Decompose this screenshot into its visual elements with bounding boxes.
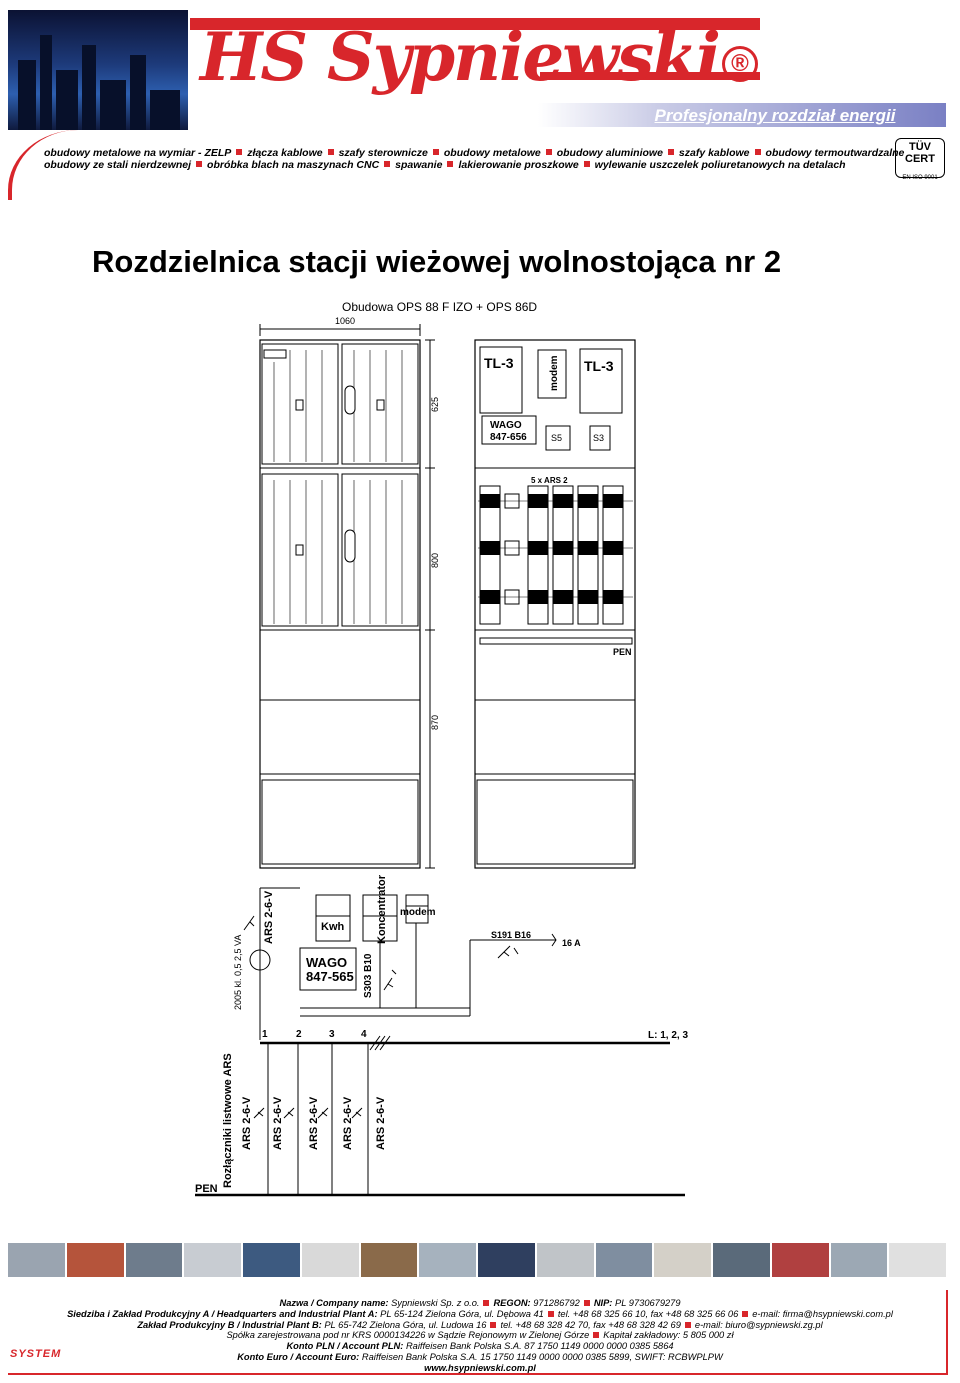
plant-a-phone: tel. +48 68 325 66 10, fax +48 68 325 66 06 bbox=[557, 1308, 739, 1319]
breaker-label: ARS 2-6-V bbox=[272, 1096, 284, 1150]
services-line-1 bbox=[44, 147, 904, 159]
breaker-label: ARS 2-6-V bbox=[241, 1096, 253, 1150]
ars-count: 5 x ARS 2 bbox=[531, 476, 568, 485]
krs-info: Spółka zarejestrowana pod nr KRS 0000134226 w Sądzie Rejonowym w Zielonej Górze bbox=[226, 1330, 590, 1341]
nip-value: PL 9730679279 bbox=[615, 1298, 681, 1308]
service-item: szafy sterownicze bbox=[338, 147, 428, 159]
wago-number: 847-656 bbox=[490, 432, 527, 443]
breaker-label: ARS 2-6-V bbox=[375, 1096, 387, 1150]
ct-label: 2005 kl. 0,5 2,5 VA bbox=[233, 934, 243, 1010]
product-photo bbox=[596, 1243, 653, 1277]
footer-red-line bbox=[8, 1373, 948, 1375]
product-photo bbox=[772, 1243, 829, 1277]
bus-number: 2 bbox=[296, 1029, 302, 1040]
bus-number: 4 bbox=[361, 1029, 367, 1040]
dim-height-800: 800 bbox=[430, 552, 440, 568]
bullet-square-icon bbox=[742, 1311, 748, 1317]
ars-meter-label: ARS 2-6-V bbox=[263, 890, 275, 944]
door-handle bbox=[345, 530, 355, 562]
capital-info: Kapitał zakładowy: 5 805 000 zł bbox=[603, 1330, 734, 1341]
enclosure-label: Obudowa OPS 88 F IZO + OPS 86D bbox=[342, 300, 538, 314]
bullet-square-icon bbox=[546, 149, 552, 155]
eur-account: Raiffeisen Bank Polska S.A. 15 1750 1149 0000 0000 0385 5899, SWIFT: RCBWPLPW bbox=[361, 1351, 723, 1362]
pln-account: Raiffeisen Bank Polska S.A. 87 1750 1149 0000 0000 0385 5864 bbox=[405, 1341, 674, 1352]
pen-label: PEN bbox=[613, 647, 632, 657]
system-logo: SYSTEM bbox=[10, 1348, 62, 1360]
group-label: Rozłączniki listwowe ARS bbox=[222, 1053, 234, 1188]
regon-value: 971286792 bbox=[533, 1298, 580, 1308]
s303-label: S303 B10 bbox=[363, 953, 374, 998]
product-photo bbox=[361, 1243, 418, 1277]
service-item: obudowy ze stali nierdzewnej bbox=[44, 159, 192, 171]
dim-width: 1060 bbox=[335, 316, 356, 326]
wago-label: WAGO bbox=[490, 420, 522, 431]
cabinet-right bbox=[475, 340, 635, 868]
ars-strips bbox=[478, 486, 633, 624]
service-item: lakierowanie proszkowe bbox=[458, 159, 579, 171]
footer-line-www bbox=[0, 1363, 960, 1374]
bus-number: 3 bbox=[329, 1029, 335, 1040]
koncentrator-label: Koncentrator bbox=[376, 874, 388, 944]
bullet-square-icon bbox=[584, 1300, 590, 1306]
product-photo bbox=[654, 1243, 711, 1277]
footer-contact bbox=[0, 1298, 960, 1374]
cabinet-left-outline bbox=[260, 340, 420, 868]
kwh-box bbox=[316, 895, 350, 941]
modem-label: modem bbox=[549, 355, 560, 391]
plant-b-email[interactable]: e-mail: biuro@sypniewski.zg.pl bbox=[694, 1319, 823, 1330]
pln-label: Konto PLN / Account PLN: bbox=[286, 1341, 404, 1352]
door-latch bbox=[296, 545, 303, 555]
plant-b-phone: tel. +48 68 328 42 70, fax +48 68 328 42 69 bbox=[500, 1319, 681, 1330]
plant-b-label: Zakład Produkcyjny B / Industrial Plant B: bbox=[137, 1319, 322, 1330]
pen-schematic-label: PEN bbox=[195, 1183, 218, 1195]
technical-drawing bbox=[0, 290, 960, 1220]
service-item: obudowy termoutwardzalne bbox=[765, 147, 905, 159]
bullet-square-icon bbox=[447, 161, 453, 167]
breaker-label: ARS 2-6-V bbox=[342, 1096, 354, 1150]
service-item: obudowy metalowe bbox=[443, 147, 541, 159]
eur-label: Konto Euro / Account Euro: bbox=[237, 1351, 360, 1362]
product-photo bbox=[126, 1243, 183, 1277]
service-item: obudowy metalowe na wymiar - ZELP bbox=[44, 147, 232, 159]
page-title: Rozdzielnica stacji wieżowej wolnostojąca nr 2 bbox=[92, 244, 782, 279]
dim-height-625: 625 bbox=[430, 396, 440, 412]
pen-bar bbox=[480, 638, 632, 644]
service-item: złącza kablowe bbox=[247, 147, 323, 159]
product-photo bbox=[889, 1243, 946, 1277]
product-photo bbox=[302, 1243, 359, 1277]
product-photo bbox=[8, 1243, 65, 1277]
wago-schematic-label: WAGO bbox=[306, 955, 348, 970]
nip-label: NIP: bbox=[593, 1298, 613, 1308]
bullet-square-icon bbox=[584, 161, 590, 167]
amp-label: 16 A bbox=[562, 938, 581, 948]
company-label: Nazwa / Company name: bbox=[279, 1298, 389, 1308]
switch-symbol bbox=[244, 916, 254, 930]
bullet-square-icon bbox=[548, 1311, 554, 1317]
door-latch bbox=[377, 400, 384, 410]
footer-line-krs bbox=[0, 1330, 960, 1341]
plant-a-label: Siedziba i Zakład Produkcyjny A / Headquarters and Industrial Plant A: bbox=[67, 1308, 378, 1319]
wiring-schematic bbox=[195, 874, 688, 1195]
product-photo bbox=[419, 1243, 476, 1277]
product-photo bbox=[537, 1243, 594, 1277]
plant-a-email[interactable]: e-mail: firma@hsypniewski.com.pl bbox=[752, 1308, 893, 1319]
header-city-photo bbox=[8, 10, 188, 130]
cabinet-left bbox=[260, 340, 420, 868]
label-plate bbox=[264, 350, 286, 358]
product-photo bbox=[713, 1243, 770, 1277]
service-item: szafy kablowe bbox=[678, 147, 750, 159]
plant-b-address: PL 65-742 Zielona Góra, ul. Ludowa 16 bbox=[324, 1319, 487, 1330]
plant-a-address: PL 65-124 Zielona Góra, ul. Dębowa 41 bbox=[380, 1308, 544, 1319]
bullet-square-icon bbox=[593, 1332, 599, 1338]
services-line-2 bbox=[44, 159, 846, 171]
service-item: obróbka blach na maszynach CNC bbox=[207, 159, 380, 171]
bullet-square-icon bbox=[483, 1300, 489, 1306]
service-item: wylewanie uszczelek poliuretanowych na detalach bbox=[594, 159, 846, 171]
breaker-label: ARS 2-6-V bbox=[308, 1096, 320, 1150]
regon-label: REGON: bbox=[493, 1298, 531, 1308]
s5-label: S5 bbox=[551, 433, 563, 443]
footer-line-plant-a bbox=[0, 1309, 960, 1320]
brand-logo: HS Sypniewski bbox=[200, 18, 719, 96]
footer-line-pln bbox=[0, 1341, 960, 1352]
footer-line-plant-b bbox=[0, 1320, 960, 1331]
phase-label: L: 1, 2, 3 bbox=[648, 1030, 689, 1041]
bullet-square-icon bbox=[196, 161, 202, 167]
product-photo bbox=[831, 1243, 888, 1277]
bullet-square-icon bbox=[328, 149, 334, 155]
bullet-square-icon bbox=[384, 161, 390, 167]
tagline: Profesjonalny rozdział energii bbox=[654, 106, 896, 125]
bullet-square-icon bbox=[433, 149, 439, 155]
bullet-square-icon bbox=[668, 149, 674, 155]
door-handle bbox=[345, 386, 355, 414]
modem-schematic-label: modem bbox=[400, 907, 436, 918]
footer-red-line-vertical bbox=[946, 1290, 948, 1374]
service-item: spawanie bbox=[395, 159, 443, 171]
bullet-square-icon bbox=[490, 1322, 496, 1328]
bullet-square-icon bbox=[755, 149, 761, 155]
kwh-label: Kwh bbox=[321, 921, 345, 933]
plinth-panel bbox=[262, 780, 418, 864]
website-link[interactable]: www.hsypniewski.com.pl bbox=[424, 1362, 536, 1373]
breaker-symbol bbox=[384, 970, 396, 990]
product-photo bbox=[184, 1243, 241, 1277]
product-photo bbox=[478, 1243, 535, 1277]
cert-name: TÜV CERT bbox=[905, 141, 935, 165]
s191-label: S191 B16 bbox=[491, 930, 532, 940]
company-name: Sypniewski Sp. z o.o. bbox=[391, 1298, 480, 1308]
product-photo bbox=[67, 1243, 124, 1277]
tl3-right: TL-3 bbox=[584, 358, 614, 374]
door-latch bbox=[296, 400, 303, 410]
bus-number: 1 bbox=[262, 1029, 268, 1040]
bullet-square-icon bbox=[685, 1322, 691, 1328]
footer-line-eur bbox=[0, 1352, 960, 1363]
footer-line-company bbox=[0, 1298, 960, 1309]
bullet-square-icon bbox=[236, 149, 242, 155]
wago-schematic-number: 847-565 bbox=[306, 969, 354, 984]
product-photo-strip bbox=[8, 1243, 946, 1277]
tuv-cert-badge bbox=[895, 138, 945, 181]
breaker-s191-symbol bbox=[498, 946, 518, 958]
product-photo bbox=[243, 1243, 300, 1277]
registered-mark: ® bbox=[722, 46, 758, 82]
s3-label: S3 bbox=[593, 433, 605, 443]
cert-norm: EN ISO 9001 bbox=[902, 175, 938, 181]
service-item: obudowy aluminiowe bbox=[556, 147, 663, 159]
tl3-left: TL-3 bbox=[484, 355, 514, 371]
dim-height-870: 870 bbox=[430, 714, 440, 730]
